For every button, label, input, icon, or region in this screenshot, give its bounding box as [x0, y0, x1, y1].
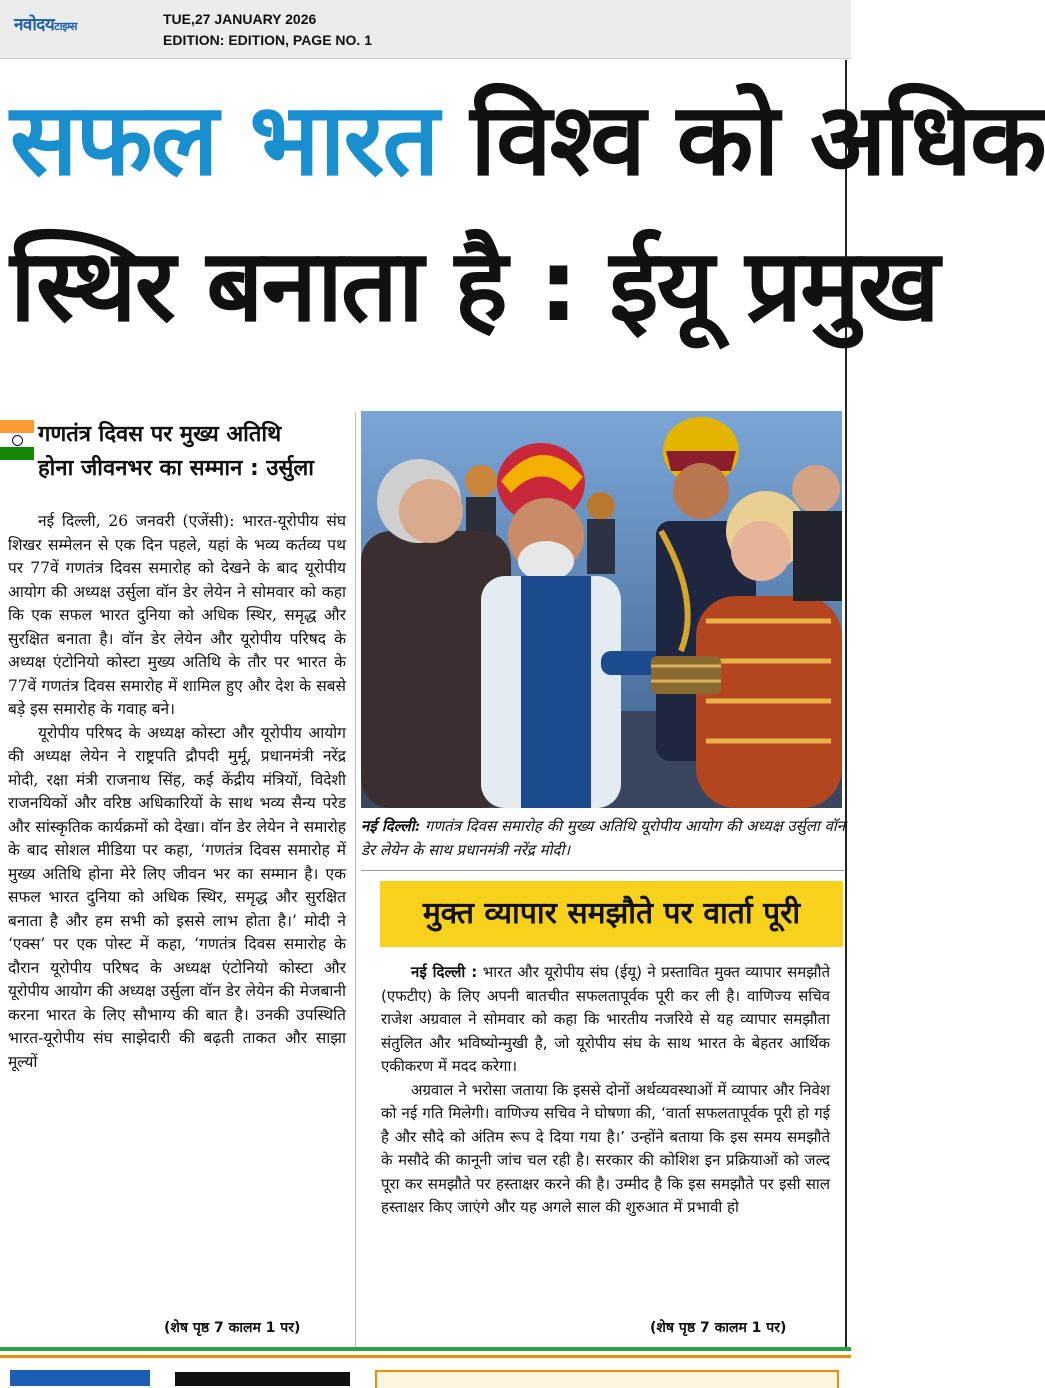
fta-paragraph-1-text: भारत और यूरोपीय संघ (ईयू) ने प्रस्तावित मुक्त व्यापार समझौते (एफटीए) के लिए अपनी बातचीत सफलतापूर्वक पूरी कर ली है। वाणिज्य सचिव राजेश अग्रवाल ने सोमवार को कहा कि भारतीय नजरिये से यह व्यापार समझौता संतुलित और भविष्योन्मुखी है, जो यूरोपीय संघ के साथ भारत के बेहतर आर्थिक एकीकरण में मदद करेगा।: [381, 963, 831, 1075]
sub-headline-line-2: होना जीवनभर का सम्मान : उर्सुला: [38, 456, 314, 481]
sub-story-paragraph-1: नई दिल्ली, 26 जनवरी (एजेंसी): भारत-यूरोपीय संघ शिखर सम्मेलन से एक दिन पहले, यहां के भव्य कर्तव्य पथ पर 77वें गणतंत्र दिवस समारोह को देखने के बाद यूरोपीय आयोग की अध्यक्ष उर्सुला वॉन डेर लेयेन ने सोमवार को कहा कि एक सफल भारत दुनिया को अधिक स्थिर, समृद्ध और सुरक्षित बनाता है। वॉन डेर लेयेन और यूरोपीय परिषद के अध्यक्ष एंटोनियो कोस्टा मुख्य अतिथि के तौर पर भारत के 77वें गणतंत्र दिवस समारोह में शामिल हुए और देश के सबसे बड़े इस समारोह के गवाह बने।: [8, 512, 346, 718]
fta-dateline: नई दिल्ली :: [411, 963, 478, 981]
next-story-headline-cut: [175, 1372, 350, 1386]
sub-story-headline: [38, 418, 358, 486]
sub-story-body: [8, 510, 346, 1074]
fta-headline: मुक्त व्यापार समझौते पर वार्ता पूरी: [422, 896, 801, 931]
photo-illustration: [361, 411, 842, 808]
caption-rule: [361, 870, 844, 871]
next-story-tag: [10, 1370, 150, 1386]
edition-page: EDITION: EDITION, PAGE NO. 1: [163, 32, 372, 48]
caption-place: नई दिल्ली:: [361, 817, 421, 835]
fta-paragraph-2: अग्रवाल ने भरोसा जताया कि इससे दोनों अर्थव्यवस्थाओं में व्यापार और निवेश को नई गति मिलेगी। वाणिज्य सचिव ने घोषणा की, ‘वार्ता सफलतापूर्वक पूरी हो गई है और सौदे को अंतिम रूप दे दिया गया है।’ उन्होंने बताया कि इस समय समझौते के मसौदे की कानूनी जांच चल रही है। सरकार की कोशिश इन प्रक्रियाओं को जल्द पूरा कर समझौते पर हस्ताक्षर करने की है। उम्मीद है कि इस समझौते पर इसी साल हस्ताक्षर किए जाएंगे और यह अगले साल की शुरुआत में प्रभावी हो: [381, 1080, 830, 1216]
caption-text: गणतंत्र दिवस समारोह की मुख्य अतिथि यूरोपीय आयोग की अध्यक्ष उर्सुला वॉन डेर लेयेन के साथ प्रधानमंत्री नरेंद्र मोदी।: [361, 817, 846, 859]
logo-main-text: नवोदय: [14, 15, 55, 35]
news-photo[interactable]: [361, 411, 842, 808]
sub-story-continued[interactable]: (शेष पृष्ठ 7 कालम 1 पर): [164, 1320, 301, 1336]
masthead-bar: [0, 0, 851, 59]
newspaper-logo[interactable]: [14, 12, 77, 35]
indian-flag-icon: [0, 420, 34, 460]
column-divider: [355, 412, 356, 1347]
bottom-rule-green: [0, 1347, 851, 1351]
sub-story-paragraph-2: यूरोपीय परिषद के अध्यक्ष कोस्टा और यूरोपीय आयोग की अध्यक्ष लेयेन ने राष्ट्रपति द्रौपदी मुर्मू, प्रधानमंत्री नरेंद्र मोदी, रक्षा मंत्री राजनाथ सिंह, कई केंद्रीय मंत्रियों, विदेशी राजनयिकों और वरिष्ठ अधिकारियों के साथ भव्य सैन्य परेड और सांस्कृतिक कार्यक्रमों को देखा। वॉन डेर लेयेन ने समारोह के बाद सोशल मीडिया पर कहा, ‘गणतंत्र दिवस समारोह में मुख्य अतिथि होना मेरे लिए जीवन भर का सम्मान है। एक सफल भारत दुनिया को अधिक स्थिर, समृद्ध और सुरक्षित बनाता है और हम सभी को इससे लाभ होता है।’ मोदी ने ‘एक्स’ पर एक पोस्ट में कहा, ‘गणतंत्र दिवस समारोह के दौरान यूरोपीय परिषद के अध्यक्ष एंटोनियो कोस्टा और यूरोपीय आयोग की अध्यक्ष उर्सुला वॉन डेर लेयेन की मेजबानी करना भारत के लिए सौभाग्य की बात है। उनकी उपस्थिति भारत-यूरोपीय संघ साझेदारी की बढ़ती ताकत और साझा मूल्यों: [8, 723, 346, 1071]
issue-date: TUE,27 JANUARY 2026: [163, 11, 317, 27]
headline-rest: विश्व को अधिक: [470, 81, 1045, 198]
headline-highlight: सफल भारत: [10, 81, 438, 198]
logo-sub-text: टाइम्स: [54, 20, 77, 33]
edition-info: [163, 9, 372, 51]
photo-caption: [361, 814, 846, 862]
fta-story-body: [381, 961, 830, 1220]
main-headline-line-2: स्थिर बनाता है : ईयू प्रमुख: [10, 227, 938, 344]
sub-headline-line-1: गणतंत्र दिवस पर मुख्य अतिथि: [38, 422, 282, 447]
next-story-box: [375, 1370, 839, 1388]
fta-paragraph-1: [381, 961, 830, 1079]
bottom-rule-orange: [0, 1355, 851, 1358]
fta-headline-box: [380, 881, 843, 947]
next-story-strip: [0, 1364, 851, 1385]
main-headline-line-1: [10, 80, 1045, 200]
fta-story-continued[interactable]: (शेष पृष्ठ 7 कालम 1 पर): [650, 1320, 787, 1336]
